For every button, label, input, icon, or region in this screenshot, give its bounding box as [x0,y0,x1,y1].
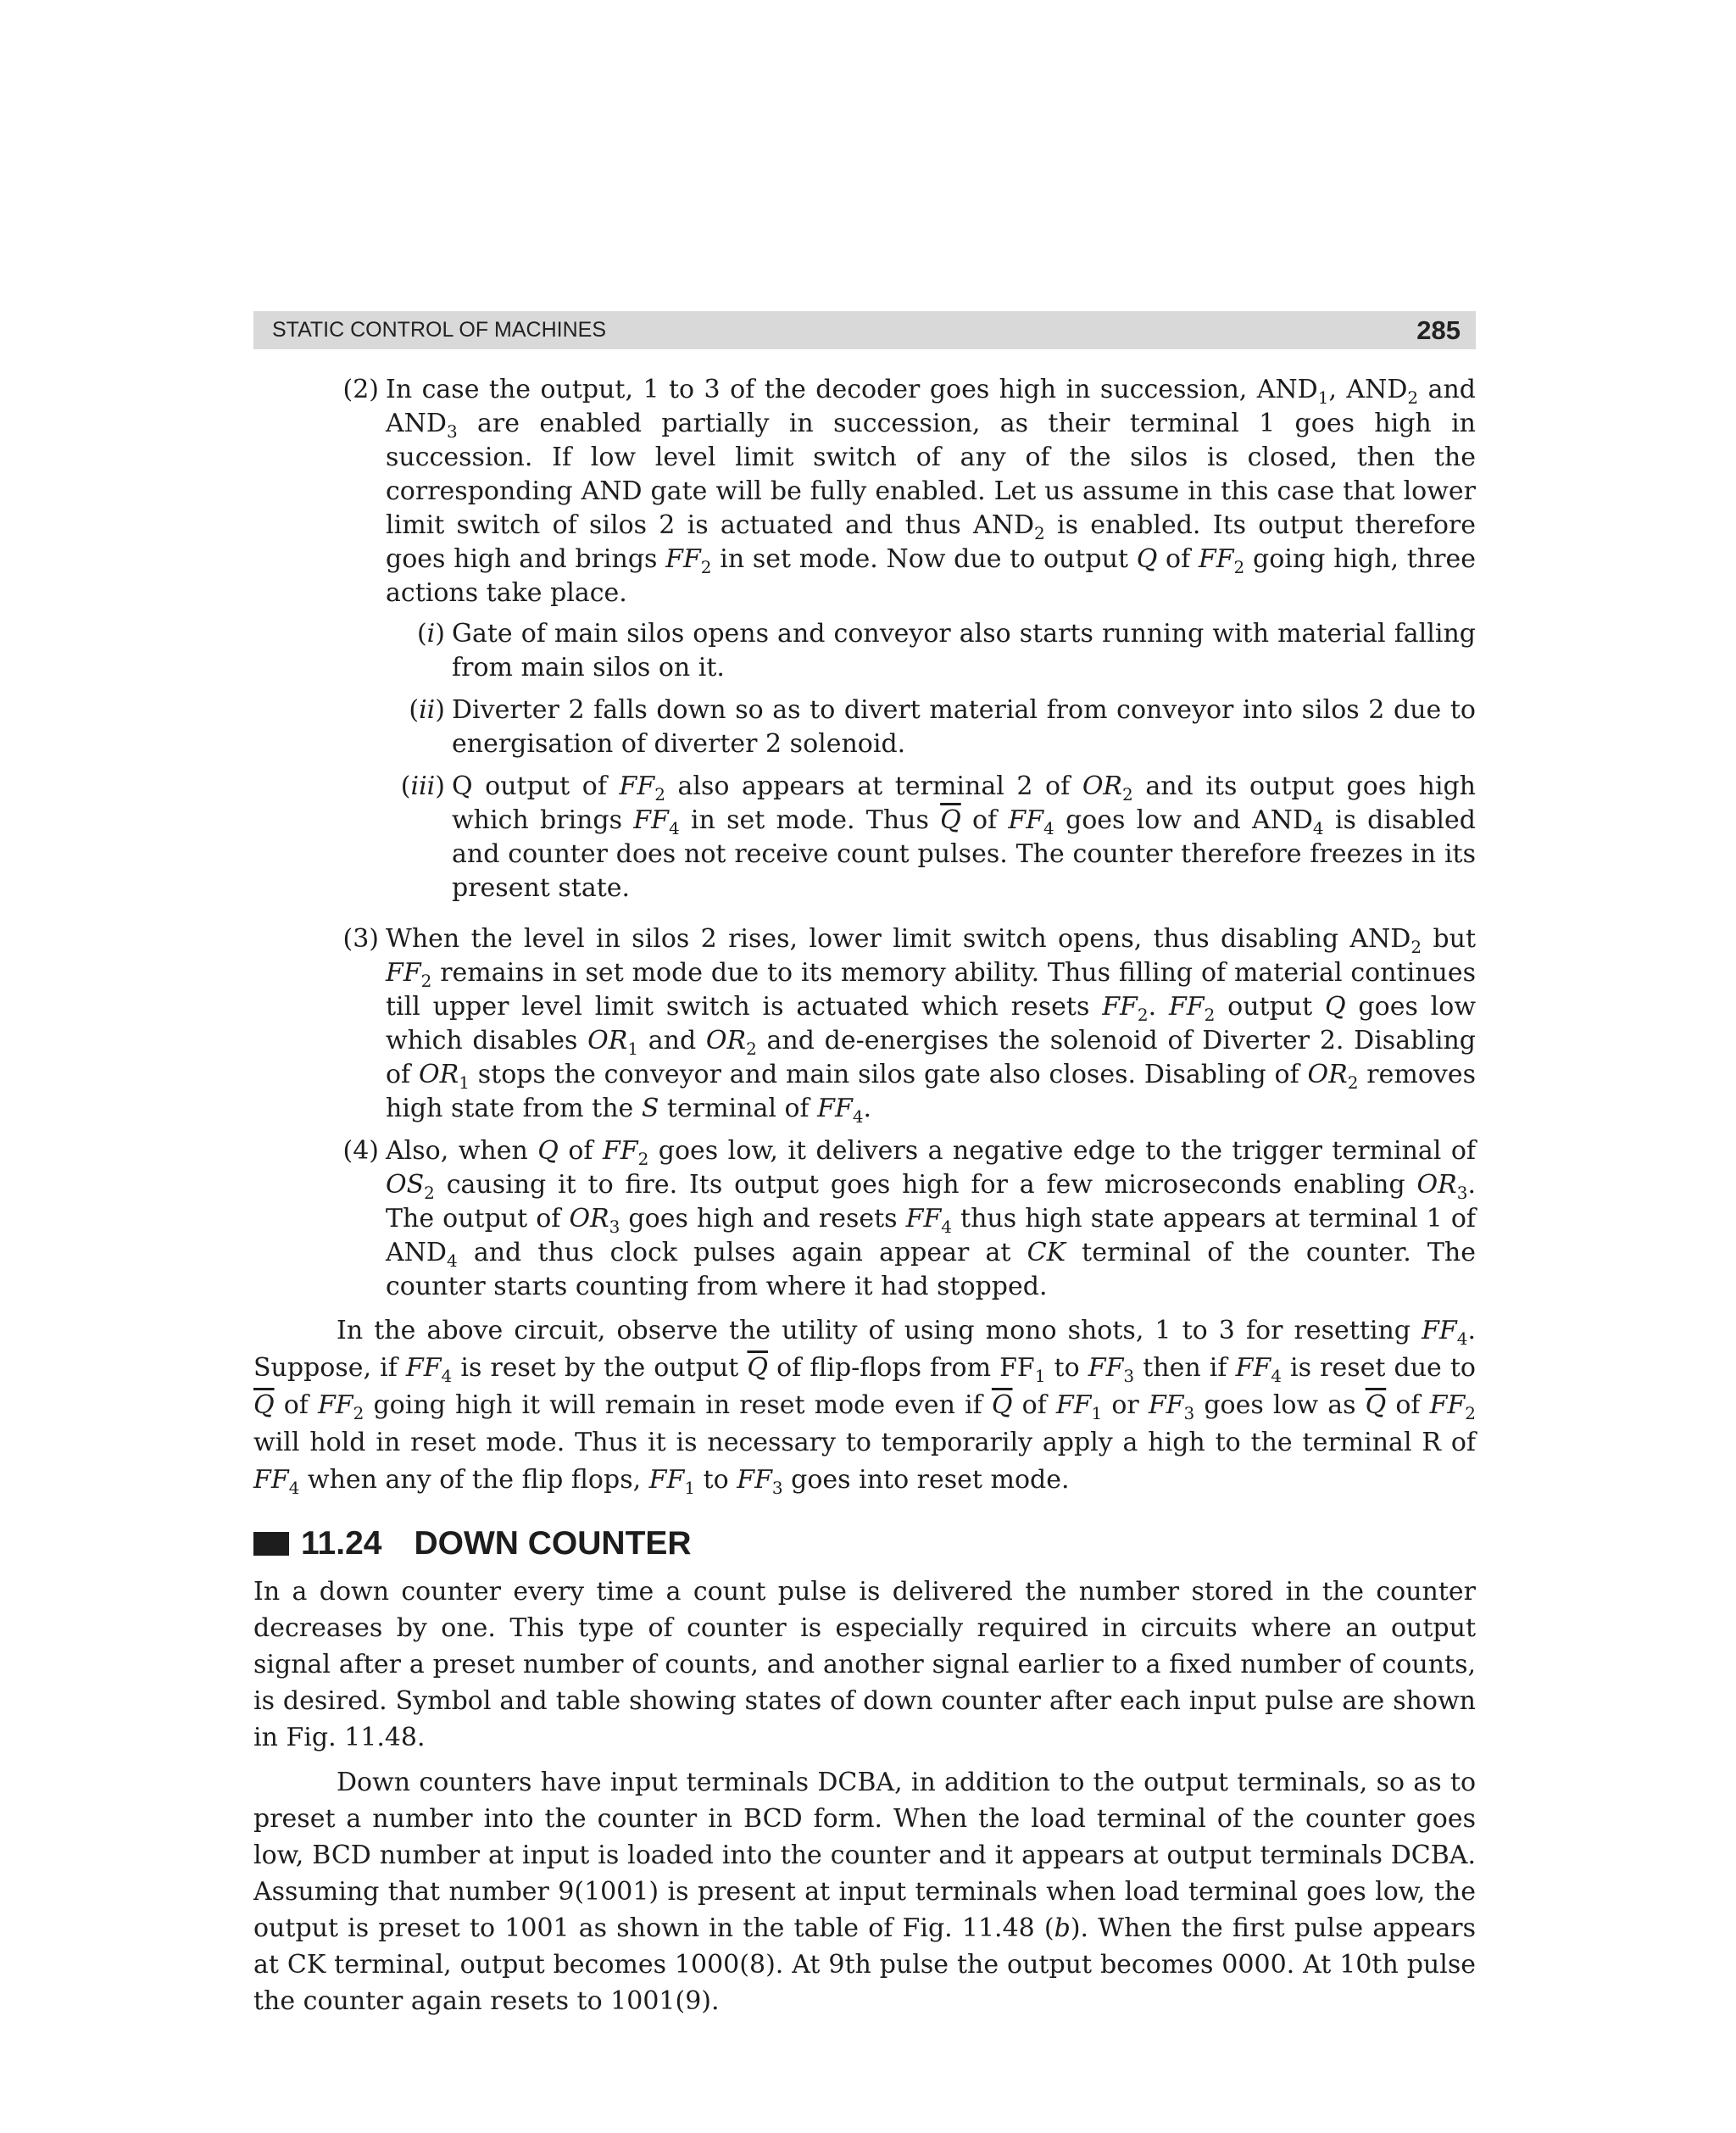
section-number: 11.24 [301,1525,382,1562]
page-header [253,311,1476,349]
running-head: STATIC CONTROL OF MACHINES [272,318,606,342]
heading-bullet-icon [253,1532,289,1556]
page-number: 285 [1416,315,1461,345]
list-item-4: (4) Also, when Q of $FF_2$ goes low, it delivers a negative edge to the trigger terminal of $OS_2$ causing it to fire. Its output goes high for a few microseconds enabling $OR_3$. The output of $OR_3$ goes high and resets $FF_4$ thus high state appears at terminal 1 of $AND_4$ and thus clock pulses again appear at CK terminal of the counter. The counter starts counting from where it had stopped. [342,1136,1476,1301]
list-item-2: (2) In case the output, 1 to 3 of the decoder goes high in succession, $AND_1$, $AND_2$ and $AND_3$ are enabled partially in succession, as their terminal 1 goes high in succession. If low level limit switch of any of the silos is closed, then the corresponding AND gate will be fully enabled. Let us assume in this case that lower limit switch of silos 2 is actuated and thus $AND_2$ is enabled. Its output therefore goes high and brings $FF_2$ in set mode. Now due to output Q of $FF_2$ going high, three actions take place. (i) Gate of main silos opens and conveyor also starts running with material falling from main silos on it. (ii) Diverter 2 falls down so as to divert material from conveyor into silos 2 due to energisation of diverter 2 solenoid. (iii) Q output of $FF_2$ also appears at terminal 2 of $OR_2$ and its output goes high which brings $FF_4$ in set mode. Thus $\overline{Q}$ of $FF_4$ goes low and $AND_4$ is disabled and counter does not receive count pulses. The counter therefore freezes in its present state. [253,373,1476,914]
section-title: DOWN COUNTER [414,1525,692,1562]
paragraph-down-counter-1: In a down counter every time a count pulse is delivered the number stored in the counter decreases by one. This type of counter is especially required in circuits where an output signal after a preset number of counts, and another signal earlier to a fixed number of counts, is desired. Symbol and table showing states of down counter after each input pulse are shown in Fig. 11.48. [253,1577,1476,1752]
section-heading [253,1524,1476,1563]
paragraph-mono-shots: In the above circuit, observe the utility of using mono shots, 1 to 3 for resetting $FF_4$. Suppose, if $FF_4$ is reset by the output $\overline{Q}$ of flip-flops from $FF_1$ to $FF_3$ then if $FF_4$ is reset due to $\overline{Q}$ of $FF_2$ going high it will remain in reset mode even if $\overline{Q}$ of $FF_1$ or $FF_3$ goes low as $\overline{Q}$ of $FF_2$ will hold in reset mode. Thus it is necessary to temporarily apply a high to the terminal R of $FF_4$ when any of the flip flops, $FF_1$ to $FF_3$ goes into reset mode. [253,1316,1476,1498]
sub-item-iii: (iii) Q output of $FF_2$ also appears at terminal 2 of $OR_2$ and its output goes high which brings $FF_4$ in set mode. Thus $\overline{Q}$ of $FF_4$ goes low and $AND_4$ is disabled and counter does not receive count pulses. The counter therefore freezes in its present state. [400,771,1476,903]
sub-item-i: (i) Gate of main silos opens and conveyor also starts running with material falling from main silos on it. [416,619,1476,682]
sub-item-ii: (ii) Diverter 2 falls down so as to divert material from conveyor into silos 2 due to energisation of diverter 2 solenoid. [409,695,1476,759]
list-item-3: (3) When the level in silos 2 rises, lower limit switch opens, thus disabling $AND_2$ but $FF_2$ remains in set mode due to its memory ability. Thus filling of material continues till upper level limit switch is actuated which resets $FF_2$. $FF_2$ output Q goes low which disables $OR_1$ and $OR_2$ and de-energises the solenoid of Diverter 2. Disabling of $OR_1$ stops the conveyor and main silos gate also closes. Disabling of $OR_2$ removes high state from the S terminal of $FF_4$. [342,924,1477,1127]
paragraph-down-counter-2: Down counters have input terminals DCBA, in addition to the output terminals, so as to preset a number into the counter in BCD form. When the load terminal of the counter goes low, BCD number at input is loaded into the counter and it appears at output terminals DCBA. Assuming that number 9(1001) is present at input terminals when load terminal goes low, the output is preset to 1001 as shown in the table of Fig. 11.48 (b). When the first pulse appears at CK terminal, output becomes 1000(8). At 9th pulse the output becomes 0000. At 10th pulse the counter again resets to 1001(9). [253,1768,1477,2016]
page-body [253,373,1476,2019]
